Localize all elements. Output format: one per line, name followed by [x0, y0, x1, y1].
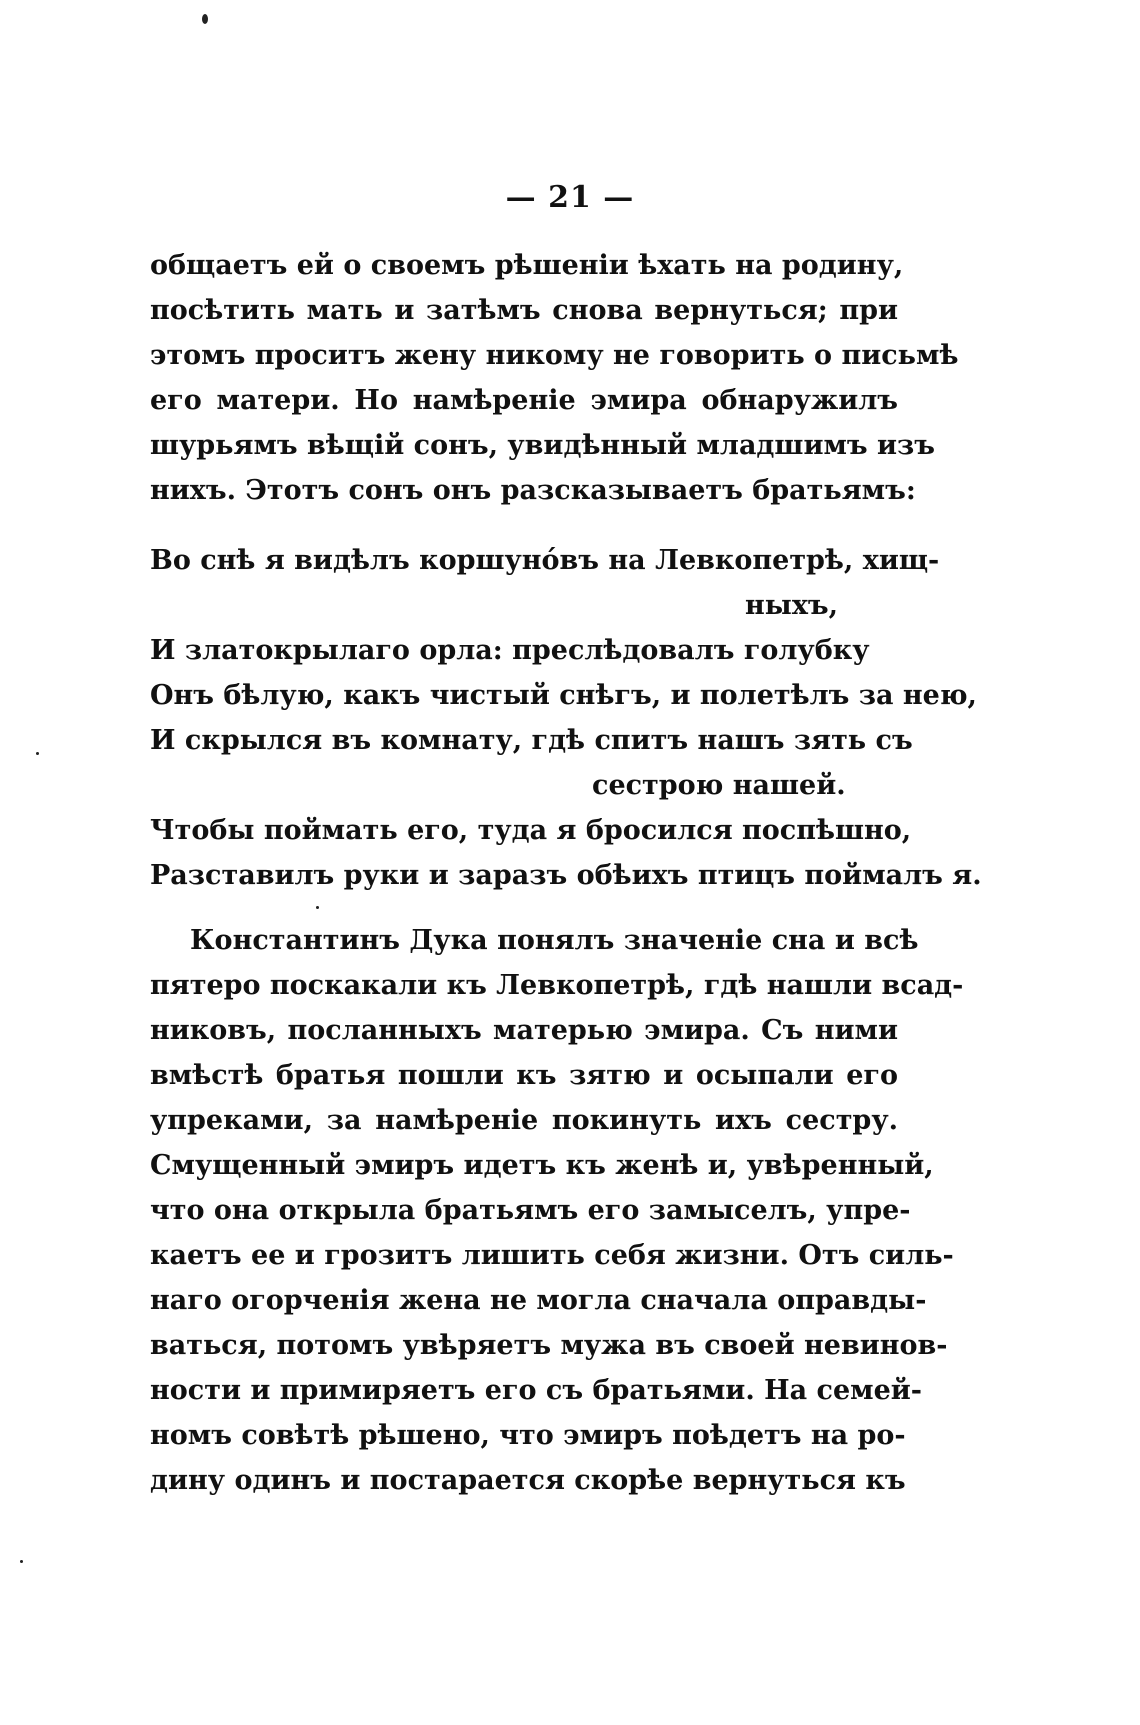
- paragraph-2-line-8: каетъ ее и грозитъ лишить себя жизни. Отъ силь-: [150, 1240, 954, 1271]
- scan-speck: [20, 1560, 23, 1563]
- paragraph-2-line-11: ности и примиряетъ его съ братьями. На семей-: [150, 1375, 923, 1406]
- paragraph-2-line-12: номъ совѣтѣ рѣшено, что эмиръ поѣдетъ на ро-: [150, 1420, 906, 1451]
- paragraph-2-line-6: Смущенный эмиръ идетъ къ женѣ и, увѣренный,: [150, 1150, 934, 1181]
- paragraph-1-line-1: общаетъ ей о своемъ рѣшеніи ѣхать на родину,: [150, 250, 904, 281]
- paragraph-2-line-9: нагo огорченія жена не могла сначала оправды-: [150, 1285, 927, 1316]
- scan-speck: [316, 906, 319, 909]
- verse-line-4-wrap: сестрою нашей.: [592, 770, 846, 801]
- paragraph-2-line-2: пятеро поскакали къ Левкопетрѣ, гдѣ нашли всад-: [150, 970, 964, 1001]
- paragraph-2-line-1: Константинъ Дука понялъ значеніе сна и всѣ: [190, 925, 919, 956]
- page-number: — 21 —: [505, 180, 635, 215]
- verse-line-5: Чтобы поймать его, туда я бросился поспѣшно,: [150, 815, 912, 846]
- paragraph-1-line-2: посѣтить мать и затѣмъ снова вернуться; при: [150, 295, 898, 326]
- scan-speck: [202, 14, 208, 24]
- paragraph-1-line-5: шурьямъ вѣщій сонъ, увидѣнный младшимъ изъ: [150, 430, 936, 461]
- paragraph-2-line-5: упреками, за намѣреніе покинуть ихъ сестру.: [150, 1105, 898, 1136]
- paragraph-2-line-3: никовъ, посланныхъ матерью эмира. Съ ними: [150, 1015, 898, 1046]
- paragraph-1-line-3: этомъ проситъ жену никому не говорить о письмѣ: [150, 340, 959, 371]
- paragraph-1-line-4: его матери. Но намѣреніе эмира обнаружилъ: [150, 385, 898, 416]
- verse-line-4: И скрылся въ комнату, гдѣ спитъ нашъ зять съ: [150, 725, 913, 756]
- scan-speck: [36, 752, 39, 755]
- paragraph-2-line-7: что она открыла братьямъ его замыселъ, упре-: [150, 1195, 911, 1226]
- paragraph-1-line-6: нихъ. Этотъ сонъ онъ разсказываетъ братьямъ:: [150, 475, 916, 506]
- paragraph-2-line-13: дину одинъ и постарается скорѣе вернуться къ: [150, 1465, 906, 1496]
- paragraph-2-line-10: ваться, потомъ увѣряетъ мужа въ своей невинов-: [150, 1330, 948, 1361]
- paragraph-2-line-4: вмѣстѣ братья пошли къ зятю и осыпали его: [150, 1060, 898, 1091]
- verse-line-6: Разставилъ руки и заразъ обѣихъ птицъ поймалъ я.: [150, 860, 982, 891]
- verse-line-3: Онъ бѣлую, какъ чистый снѣгъ, и полетѣлъ за нею,: [150, 680, 977, 711]
- verse-line-2: И златокрылаго орла: преслѣдовалъ голубку: [150, 635, 870, 666]
- verse-line-1-wrap: ныхъ,: [745, 590, 839, 621]
- verse-line-1: Во снѣ я видѣлъ коршуно́въ на Левкопетрѣ, хищ-: [150, 545, 940, 576]
